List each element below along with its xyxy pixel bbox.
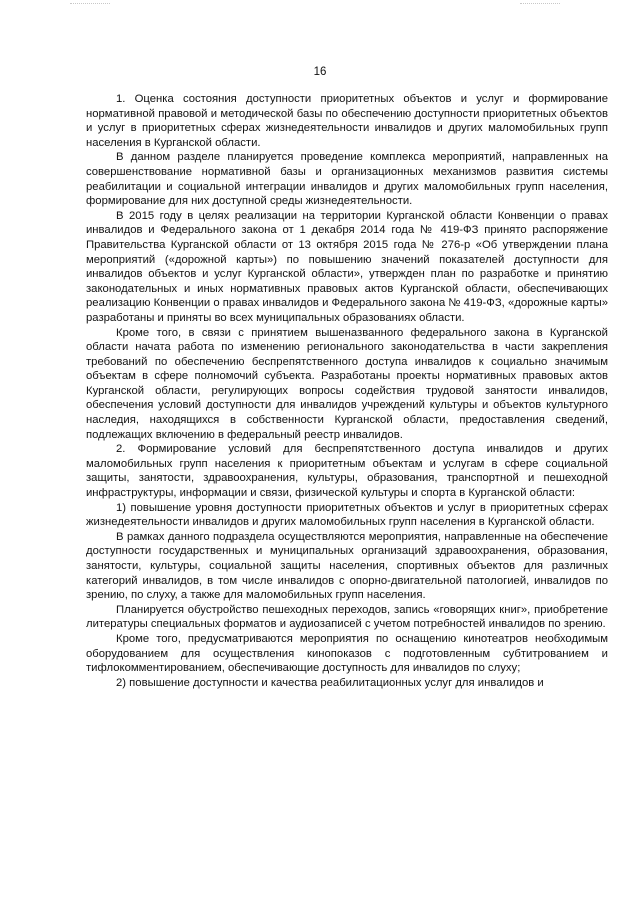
paragraph: 2) повышение доступности и качества реабилитационных услуг для инвалидов и [116,676,544,689]
paragraph: В 2015 году в целях реализации на территории Курганской области Конвенции о правах инвалидов и Федерального закона от 1 декабря 2014 года № 419-ФЗ принято распоряжение Правительства Курганской области от 13 октября 2015 года № 276-р «Об утверждении плана мероприятий («дорожной карты») по повышению значений показателей доступности для инвалидов объектов и услуг Курганской области», утвержден план по разработке и принятию законодательных и иных нормативных правовых актов Курганской области, обеспечивающих реализацию Конвенции о правах инвалидов и Федерального закона № 419-ФЗ, «дорожные карты» разработаны и приняты во всех муниципальных образованиях области. [86,209,608,324]
paragraph: В рамках данного подраздела осуществляются мероприятия, направленные на обеспечение доступности государственных и муниципальных организаций здравоохранения, образования, занятости, культуры, социальной защиты населения, спортивных объектов для различных категорий инвалидов, в том числе инвалидов с опорно-двигательной патологией, инвалидов по зрению, по слуху, а также для маломобильных групп населения. [86,530,608,602]
paragraph: 2. Формирование условий для беспрепятственного доступа инвалидов и других маломобильных групп населения к приоритетным объектам и услугам в сфере социальной защиты, занятости, здравоохранения, культуры, образования, транспортной и пешеходной инфраструктуры, информации и связи, физической культуры и спорта в Курганской области: [86,443,608,500]
paragraph: Кроме того, предусматриваются мероприятия по оснащению кинотеатров необходимым оборудованием для осуществления кинопоказов с подготовленным субтитрованием и тифлокомментированием, обеспечивающие доступность для инвалидов по слуху; [86,632,608,675]
paragraph: В данном разделе планируется проведение комплекса мероприятий, направленных на совершенствование нормативной базы и организационных механизмов развития системы реабилитации и социальной интеграции инвалидов и других маломобильных групп населения, формирование для них доступной среды жизнедеятельности. [86,151,608,208]
page-number: 16 [313,66,327,78]
paragraph: Планируется обустройство пешеходных переходов, запись «говорящих книг», приобретение литературы специальных форматов и аудиозаписей с учетом потребностей инвалидов по зрению. [86,603,608,631]
scan-artifact [520,3,560,4]
body-text [86,92,608,690]
paragraph: 1. Оценка состояния доступности приоритетных объектов и услуг и формирование нормативной правовой и методической базы по обеспечению доступности приоритетных объектов и услуг в приоритетных сферах жизнедеятельности инвалидов и других маломобильных групп населения в Курганской области. [86,93,608,149]
paragraph: Кроме того, в связи с принятием вышеназванного федерального закона в Курганской области начата работа по изменению регионального законодательства в части закрепления требований по обеспечению беспрепятственного доступа инвалидов к социально значимым объектам в сфере полномочий субъекта. Разработаны проекты нормативных правовых актов Курганской области, регулирующих вопросы содействия трудовой занятости инвалидов, обеспечения условий доступности для инвалидов учреждений культуры и объектов культурного наследия, находящихся в собственности Курганской области, предоставления сведений, подлежащих включению в федеральный реестр инвалидов. [86,326,608,441]
paragraph: 1) повышение уровня доступности приоритетных объектов и услуг в приоритетных сферах жизнедеятельности инвалидов и других маломобильных групп населения в Курганской области. [86,501,608,529]
scan-artifact [70,3,110,4]
